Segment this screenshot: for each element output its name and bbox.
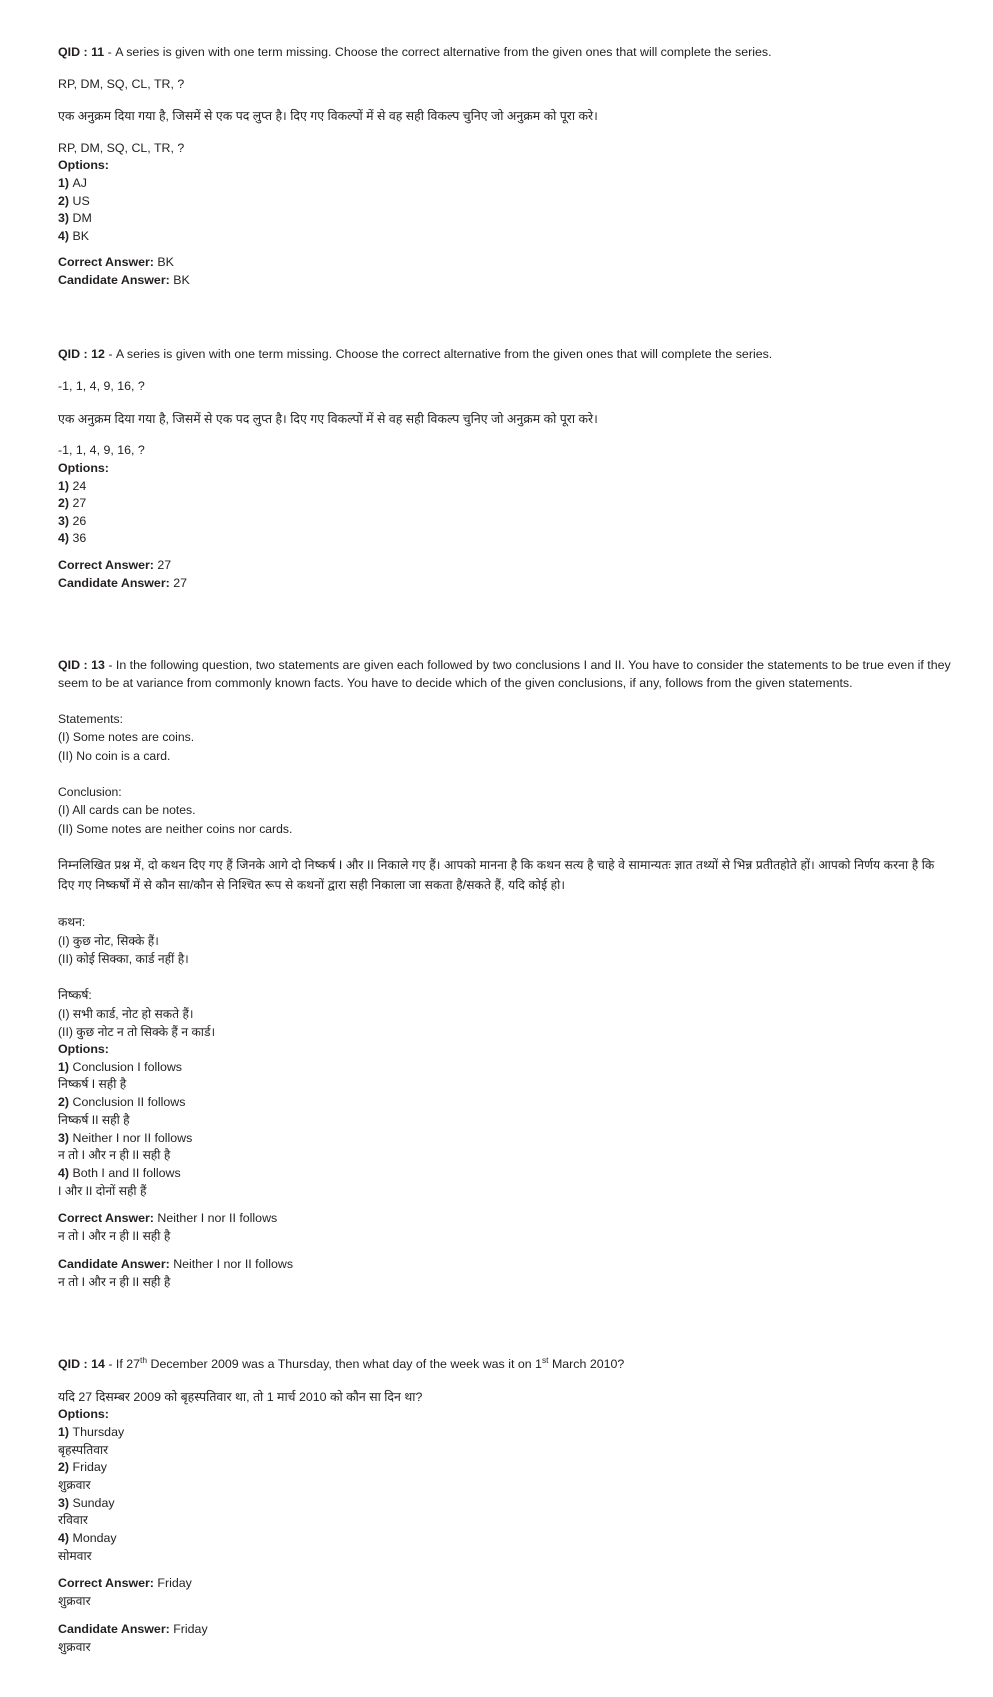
candidate-answer-label: Candidate Answer: <box>58 273 170 288</box>
option-paren: ) <box>64 496 70 511</box>
correct-answer-value: 27 <box>157 557 172 572</box>
qid-separator: - <box>108 1357 113 1372</box>
option-number: 3 <box>58 513 65 528</box>
option-label-hi-4: I और II दोनों सही हैं <box>58 1183 147 1198</box>
option-label: Friday <box>72 1460 107 1475</box>
option-number: 3 <box>58 1495 65 1510</box>
correct-answer-14 <box>58 1575 951 1593</box>
option-label: Both I and II follows <box>72 1166 181 1181</box>
option-number: 4 <box>58 1166 65 1181</box>
option-row-2[interactable] <box>58 495 951 513</box>
question-block-14 <box>58 1356 951 1657</box>
statements-label-hi: कथन: <box>58 915 86 930</box>
question-block-12 <box>58 346 951 592</box>
option-paren: ) <box>64 1531 70 1546</box>
ordinal-suffix-th: th <box>140 1354 148 1365</box>
option-row-4[interactable] <box>58 1530 951 1548</box>
options-title-13: Options: <box>58 1042 109 1057</box>
option-label: 27 <box>72 496 87 511</box>
option-label: US <box>72 193 90 208</box>
option-number: 4 <box>58 1531 65 1546</box>
option-paren: ) <box>64 193 70 208</box>
option-label: Monday <box>72 1531 117 1546</box>
option-row-4[interactable] <box>58 530 951 548</box>
options-title-11: Options: <box>58 158 109 173</box>
option-paren: ) <box>64 176 70 191</box>
option-label-hi-4: सोमवार <box>58 1548 92 1563</box>
option-number: 2 <box>58 1460 65 1475</box>
qid-number: 12 <box>91 347 105 362</box>
option-number: 2 <box>58 1095 65 1110</box>
option-row-3[interactable] <box>58 513 951 531</box>
statement-hi-2: (II) कोई सिक्का, कार्ड नहीं है। <box>58 952 189 967</box>
qid-number: 13 <box>91 657 105 672</box>
option-row-2[interactable] <box>58 1459 951 1477</box>
candidate-answer-label: Candidate Answer: <box>58 575 170 590</box>
ordinal-suffix-st: st <box>541 1354 549 1365</box>
option-number: 1 <box>58 478 65 493</box>
option-row-2[interactable] <box>58 193 951 211</box>
question-text-hi-12: एक अनुक्रम दिया गया है, जिसमें से एक पद लुप्त है। दिए गए विकल्पों में से वह सही विकल्प चुनिए जो अनुक्रम को पूरा करे। <box>58 411 598 426</box>
correct-answer-hi-13: न तो I और न ही II सही है <box>58 1228 171 1243</box>
qid-label: QID : <box>58 347 88 362</box>
option-label-hi-1: बृहस्पतिवार <box>58 1442 109 1457</box>
question-text-hi-14: यदि 27 दिसम्बर 2009 को बृहस्पतिवार था, तो 1 मार्च 2010 को कौन सा दिन था? <box>58 1389 423 1404</box>
option-row-4[interactable] <box>58 1165 951 1183</box>
option-label: 26 <box>72 513 87 528</box>
question-text-hi-13: निम्नलिखित प्रश्न में, दो कथन दिए गए हैं जिनके आगे दो निष्कर्ष I और II निकाले गए हैं। आपको मानना है कि कथन सत्य है चाहे वे सामान्यतः ज्ञात तथ्यों से भिन्न प्रतीतहोते हों। आपको निर्णय करना है कि दिए गए निष्कर्षों में से कौन सा/कौन से निश्चित रूप से कथनों द्वारा सही निकाला जा सकता है/सकते हैं, यदि कोई हो। <box>58 857 935 892</box>
option-label: 24 <box>72 478 87 493</box>
conclusion-label-en: Conclusion: <box>58 785 122 800</box>
series-en-11: RP, DM, SQ, CL, TR, ? <box>58 76 185 91</box>
question-heading-13 <box>58 657 951 692</box>
option-number: 1 <box>58 176 65 191</box>
qid-separator: - <box>108 347 113 362</box>
option-number: 2 <box>58 496 65 511</box>
option-number: 3 <box>58 211 65 226</box>
option-label-hi-2: शुक्रवार <box>58 1477 91 1492</box>
option-label: Thursday <box>72 1424 125 1439</box>
series-hi-12: -1, 1, 4, 9, 16, ? <box>58 443 145 458</box>
qid-label: QID : <box>58 45 88 59</box>
correct-answer-value: Neither I nor II follows <box>157 1210 278 1225</box>
option-label: BK <box>72 228 90 243</box>
qid-label: QID : <box>58 657 88 672</box>
correct-answer-hi-14: शुक्रवार <box>58 1593 91 1608</box>
candidate-answer-14 <box>58 1621 951 1639</box>
option-label-hi-1: निष्कर्ष I सही है <box>58 1077 127 1092</box>
option-paren: ) <box>64 228 70 243</box>
series-hi-11: RP, DM, SQ, CL, TR, ? <box>58 140 185 155</box>
candidate-answer-hi-14: शुक्रवार <box>58 1640 91 1655</box>
candidate-answer-value: Friday <box>173 1622 208 1637</box>
options-title-12: Options: <box>58 460 109 475</box>
correct-answer-label: Correct Answer: <box>58 1575 154 1590</box>
option-paren: ) <box>64 478 70 493</box>
candidate-answer-12 <box>58 575 951 593</box>
conclusion-en-2: (II) Some notes are neither coins nor cards. <box>58 821 293 836</box>
candidate-answer-13 <box>58 1256 951 1274</box>
option-label: 36 <box>72 531 87 546</box>
correct-answer-label: Correct Answer: <box>58 255 154 270</box>
option-label-hi-3: रविवार <box>58 1513 88 1528</box>
candidate-answer-value: 27 <box>173 575 188 590</box>
option-paren: ) <box>64 531 70 546</box>
option-paren: ) <box>64 1460 70 1475</box>
candidate-answer-value: BK <box>173 273 190 288</box>
option-number: 4 <box>58 531 65 546</box>
statements-label-en: Statements: <box>58 712 124 727</box>
correct-answer-label: Correct Answer: <box>58 557 154 572</box>
option-paren: ) <box>64 1059 70 1074</box>
option-paren: ) <box>64 1130 70 1145</box>
question-text-en: A series is given with one term missing. Choose the correct alternative from the given ones that will complete the series. <box>115 347 773 362</box>
option-row-1[interactable] <box>58 175 951 193</box>
question-text-en-part2: December 2009 was a Thursday, then what day of the week was it on 1 <box>147 1357 542 1372</box>
candidate-answer-11 <box>58 272 951 290</box>
question-block-11 <box>58 44 951 290</box>
statement-hi-1: (I) कुछ नोट, सिक्के हैं। <box>58 933 159 948</box>
option-label: Sunday <box>72 1495 115 1510</box>
qid-number: 14 <box>91 1357 105 1372</box>
correct-answer-11 <box>58 254 951 272</box>
question-heading-11 <box>58 44 951 62</box>
option-row-4[interactable] <box>58 228 951 246</box>
option-paren: ) <box>64 1166 70 1181</box>
question-text-en-part1: If 27 <box>115 1357 141 1372</box>
option-paren: ) <box>64 1495 70 1510</box>
statement-en-1: (I) Some notes are coins. <box>58 730 195 745</box>
candidate-answer-value: Neither I nor II follows <box>173 1257 294 1272</box>
conclusion-hi-1: (I) सभी कार्ड, नोट हो सकते हैं। <box>58 1006 194 1021</box>
question-text-hi-11: एक अनुक्रम दिया गया है, जिसमें से एक पद लुप्त है। दिए गए विकल्पों में से वह सही विकल्प चुनिए जो अनुक्रम को पूरा करे। <box>58 109 598 124</box>
option-row-3[interactable] <box>58 1130 951 1148</box>
conclusion-label-hi: निष्कर्ष: <box>58 988 92 1003</box>
conclusion-en-1: (I) All cards can be notes. <box>58 803 196 818</box>
options-title-14: Options: <box>58 1407 109 1422</box>
candidate-answer-hi-13: न तो I और न ही II सही है <box>58 1275 171 1290</box>
option-label: Neither I nor II follows <box>72 1130 193 1145</box>
option-row-2[interactable] <box>58 1094 951 1112</box>
option-number: 1 <box>58 1424 65 1439</box>
option-label-hi-2: निष्कर्ष II सही है <box>58 1112 130 1127</box>
series-en-12: -1, 1, 4, 9, 16, ? <box>58 379 145 394</box>
correct-answer-value: BK <box>157 255 174 270</box>
correct-answer-13 <box>58 1210 951 1228</box>
question-heading-12 <box>58 346 951 364</box>
option-row-1[interactable] <box>58 1059 951 1077</box>
option-number: 4 <box>58 228 65 243</box>
question-text-en-part3: March 2010? <box>548 1357 625 1372</box>
correct-answer-value: Friday <box>157 1575 192 1590</box>
candidate-answer-label: Candidate Answer: <box>58 1257 170 1272</box>
question-text-en: A series is given with one term missing. Choose the correct alternative from the given ones that will complete the series. <box>115 45 772 59</box>
qid-separator: - <box>107 45 112 59</box>
option-label-hi-3: न तो I और न ही II सही है <box>58 1148 171 1163</box>
option-row-3[interactable] <box>58 210 951 228</box>
question-heading-14 <box>58 1356 951 1374</box>
option-paren: ) <box>64 513 70 528</box>
qid-separator: - <box>108 657 113 672</box>
option-label: AJ <box>72 176 87 191</box>
option-row-3[interactable] <box>58 1495 951 1513</box>
option-paren: ) <box>64 211 70 226</box>
question-block-13 <box>58 657 951 1292</box>
option-row-1[interactable] <box>58 478 951 496</box>
statement-en-2: (II) No coin is a card. <box>58 748 171 763</box>
option-label: DM <box>72 211 92 226</box>
option-label: Conclusion I follows <box>72 1059 183 1074</box>
option-number: 2 <box>58 193 65 208</box>
question-text-en: In the following question, two statements are given each followed by two conclusions I and II. You have to consider the statements to be true even if they seem to be at variance from commonly known facts. You have to decide which of the given conclusions, if any, follows from the given statements. <box>58 657 951 690</box>
candidate-answer-label: Candidate Answer: <box>58 1622 170 1637</box>
qid-number: 11 <box>91 45 105 59</box>
option-number: 1 <box>58 1059 65 1074</box>
correct-answer-label: Correct Answer: <box>58 1210 154 1225</box>
qid-label: QID : <box>58 1357 88 1372</box>
option-label: Conclusion II follows <box>72 1095 186 1110</box>
conclusion-hi-2: (II) कुछ नोट न तो सिक्के हैं न कार्ड। <box>58 1024 216 1039</box>
option-paren: ) <box>64 1424 70 1439</box>
option-paren: ) <box>64 1095 70 1110</box>
correct-answer-12 <box>58 557 951 575</box>
option-row-1[interactable] <box>58 1424 951 1442</box>
option-number: 3 <box>58 1130 65 1145</box>
